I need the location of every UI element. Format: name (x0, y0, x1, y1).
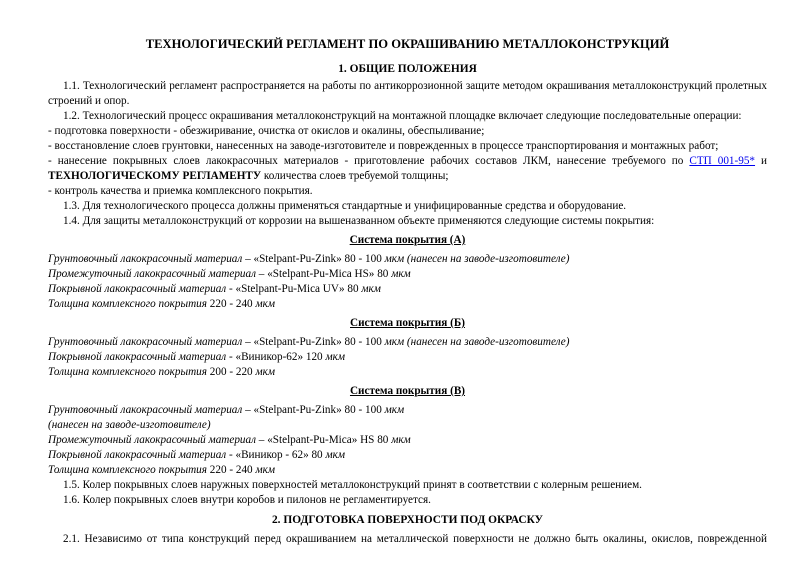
section-heading-surface-prep: 2. ПОДГОТОВКА ПОВЕРХНОСТИ ПОД ОКРАСКУ (271, 514, 544, 526)
system-v-topcoat: Покрывной лакокрасочный материал - «Виникор - 62» 80 мкм (48, 449, 345, 461)
system-b-topcoat: Покрывной лакокрасочный материал - «Виникор-62» 120 мкм (48, 351, 345, 363)
operation-item-3-conj: и (755, 155, 767, 167)
operation-item-4: - контроль качества и приемка комплексного покрытия. (48, 185, 313, 197)
regulation-bold-text: ТЕХНОЛОГИЧЕСКОМУ РЕГЛАМЕНТУ (48, 170, 262, 182)
system-a-topcoat: Покрывной лакокрасочный материал - «Stelpant-Pu-Mica UV» 80 мкм (48, 283, 381, 295)
system-a-primer: Грунтовочный лакокрасочный материал – «Stelpant-Pu-Zink» 80 - 100 мкм (нанесен на заводе-изготовителе) (48, 253, 570, 265)
system-v-primer-note: (нанесен на заводе-изготовителе) (48, 419, 211, 431)
operation-item-3-text: - нанесение покрывных слоев лакокрасочных материалов - приготовление рабочих составов ЛКМ, нанесение требуемого по (48, 155, 690, 167)
paragraph-1-4: 1.4. Для защиты металлоконструкций от коррозии на вышеназванном объекте применяются следующие системы покрытия: (63, 215, 655, 227)
paragraph-1-1: 1.1. Технологический регламент распространяется на работы по антикоррозионной защите методом окрашивания металлоконструкций пролетных строений и опор. (48, 80, 767, 107)
operation-item-3-tail: количества слоев требуемой толщины; (261, 170, 449, 182)
operation-item-1: - подготовка поверхности - обезжиривание, очистка от окислов и окалины, обеспыливание; (48, 125, 485, 137)
paragraph-1-3: 1.3. Для технологического процесса должны применяться стандартные и унифицированные средства и оборудование. (63, 200, 627, 212)
document-title: ТЕХНОЛОГИЧЕСКИЙ РЕГЛАМЕНТ ПО ОКРАШИВАНИЮ МЕТАЛЛОКОНСТРУКЦИЙ (145, 37, 670, 51)
paragraph-1-6: 1.6. Колер покрывных слоев внутри коробов и пилонов не регламентируется. (63, 494, 431, 506)
section-heading-general: 1. ОБЩИЕ ПОЛОЖЕНИЯ (338, 63, 477, 75)
operation-item-3 (48, 154, 767, 184)
system-v-thickness: Толщина комплексного покрытия 220 - 240 мкм (48, 464, 275, 476)
system-a-intermediate: Промежуточный лакокрасочный материал – «Stelpant-Pu-Mica HS» 80 мкм (48, 268, 411, 280)
system-v-heading: Система покрытия (В) (349, 385, 466, 397)
system-v-primer: Грунтовочный лакокрасочный материал – «Stelpant-Pu-Zink» 80 - 100 мкм (48, 404, 405, 416)
paragraph-1-2: 1.2. Технологический процесс окрашивания металлоконструкций на монтажной площадке включает следующие последовательные операции: (63, 110, 742, 122)
system-a-heading: Система покрытия (А) (349, 234, 466, 246)
system-v-intermediate: Промежуточный лакокрасочный материал – «Stelpant-Pu-Mica» HS 80 мкм (48, 434, 411, 446)
system-b-thickness: Толщина комплексного покрытия 200 - 220 мкм (48, 366, 275, 378)
system-b-primer: Грунтовочный лакокрасочный материал – «Stelpant-Pu-Zink» 80 - 100 мкм (нанесен на заводе-изготовителе) (48, 336, 570, 348)
operation-item-2: - восстановление слоев грунтовки, нанесенных на заводе-изготовителе и поврежденных в процессе транспортирования и монтажных работ; (48, 140, 719, 152)
stp-standard-link[interactable]: СТП 001-95* (689, 155, 756, 167)
paragraph-2-1: 2.1. Независимо от типа конструкций перед окрашиванием на металлической поверхности не должно быть окалины, окислов, поврежденной (63, 533, 767, 545)
paragraph-1-5: 1.5. Колер покрывных слоев наружных поверхностей металлоконструкций принят в соответствии с колерным решением. (63, 479, 642, 491)
system-b-heading: Система покрытия (Б) (350, 317, 465, 329)
system-a-thickness: Толщина комплексного покрытия 220 - 240 мкм (48, 298, 275, 310)
